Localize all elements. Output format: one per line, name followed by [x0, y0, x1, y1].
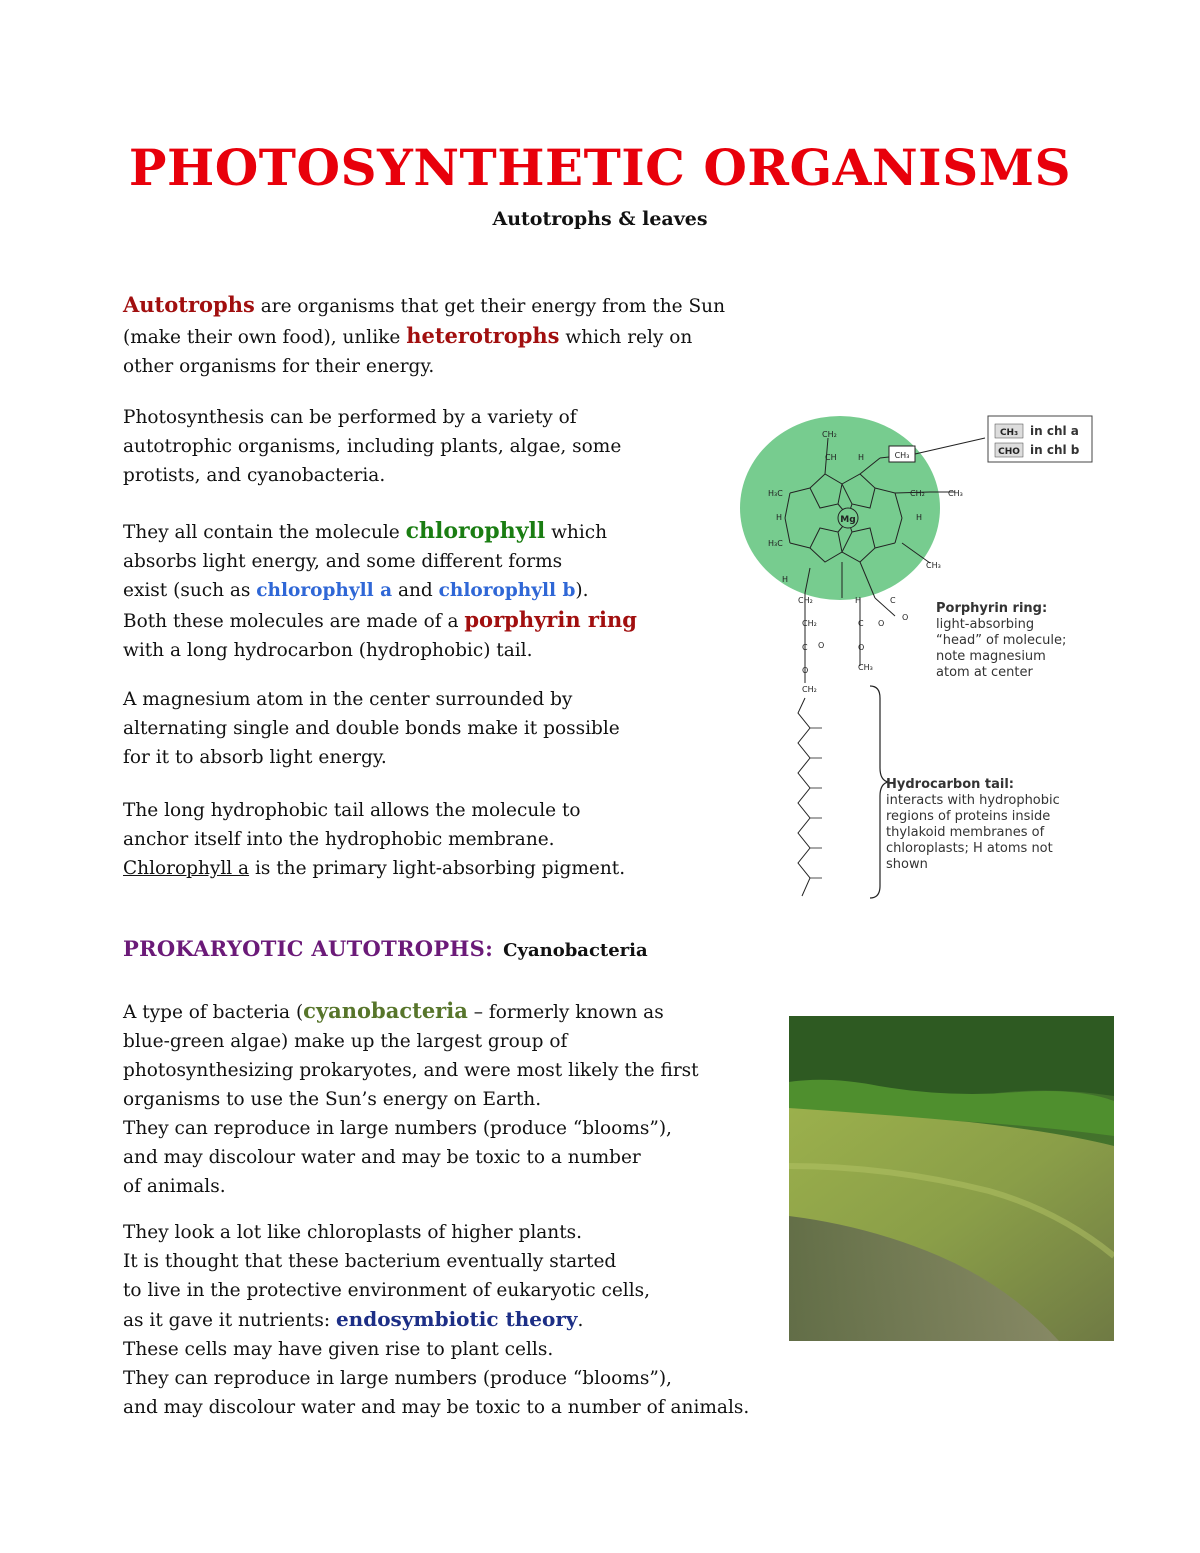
svg-text:H₃C: H₃C	[768, 539, 783, 548]
keyword-heterotrophs: heterotrophs	[406, 323, 560, 348]
keyword-chlorophyll-b: chlorophyll b	[438, 580, 576, 601]
chlorophyll-structure-diagram	[730, 408, 1110, 903]
svg-text:H: H	[858, 453, 865, 462]
svg-text:CH₃: CH₃	[858, 663, 873, 672]
svg-text:light-absorbing: light-absorbing	[936, 617, 1035, 632]
svg-text:CH₂: CH₂	[798, 596, 813, 605]
svg-text:note magnesium: note magnesium	[936, 649, 1046, 664]
svg-text:chloroplasts; H atoms not: chloroplasts; H atoms not	[886, 841, 1053, 856]
svg-text:shown: shown	[886, 857, 928, 872]
svg-text:C: C	[890, 596, 896, 605]
paragraph-cyanobacteria: A type of bacteria (cyanobacteria – formerly known as blue-green algae) make up the largest group of photosynthesizing prokaryotes, and were most likely the first organisms to use the Sun’s energy on Earth. They can reproduce in large numbers (produce “blooms”), and may discolour water and may be toxic to a number of animals.	[123, 998, 699, 1197]
svg-text:H: H	[916, 513, 923, 522]
keyword-chlorophyll-a: chlorophyll a	[256, 580, 393, 601]
legend-text-a: in chl a	[1030, 424, 1079, 438]
underlined-chlorophyll-a: Chlorophyll a	[123, 858, 250, 879]
svg-text:O: O	[878, 619, 885, 628]
tail-label	[886, 777, 1060, 872]
section-subtitle: Cyanobacteria	[503, 940, 648, 961]
svg-text:O: O	[902, 613, 909, 622]
legend-code-a: CH₃	[999, 428, 1019, 438]
svg-text:CH: CH	[825, 453, 837, 462]
svg-text:regions of proteins inside: regions of proteins inside	[886, 809, 1051, 824]
ch3-box-label: CH₃	[894, 451, 910, 460]
svg-text:H: H	[782, 575, 789, 584]
keyword-autotrophs: Autotrophs	[123, 292, 255, 317]
porphyrin-ring-highlight	[740, 416, 940, 600]
svg-text:CH₃: CH₃	[948, 489, 963, 498]
section-title: PROKARYOTIC AUTOTROPHS:	[123, 936, 494, 961]
svg-text:CH₂: CH₂	[802, 685, 817, 694]
legend-code-b: CHO	[998, 447, 1020, 457]
svg-text:atom at center: atom at center	[936, 665, 1033, 680]
keyword-cyanobacteria: cyanobacteria	[303, 998, 468, 1023]
svg-text:“head” of molecule;: “head” of molecule;	[936, 633, 1067, 648]
svg-text:O: O	[802, 666, 809, 675]
svg-text:O: O	[858, 643, 865, 652]
svg-text:interacts with hydrophobic: interacts with hydrophobic	[886, 793, 1060, 808]
keyword-porphyrin-ring: porphyrin ring	[464, 607, 637, 632]
svg-text:thylakoid membranes of: thylakoid membranes of	[886, 825, 1045, 840]
paragraph-autotrophs: Autotrophs are organisms that get their energy from the Sun (make their own food), unlike heterotrophs which rely on other organisms for their energy.	[123, 292, 726, 377]
keyword-endosymbiotic-theory: endosymbiotic theory	[335, 1307, 578, 1331]
porphyrin-label	[936, 601, 1066, 680]
svg-text:C: C	[858, 619, 864, 628]
svg-text:CH₂: CH₂	[802, 619, 817, 628]
svg-text:CH₂: CH₂	[822, 430, 837, 439]
legend-text-b: in chl b	[1030, 443, 1080, 457]
keyword-chlorophyll: chlorophyll	[405, 518, 546, 544]
svg-text:C: C	[802, 643, 808, 652]
mg-label: Mg	[840, 515, 856, 525]
svg-text:O: O	[818, 641, 825, 650]
page-subtitle: Autotrophs & leaves	[492, 208, 708, 230]
tail-branches	[810, 728, 822, 878]
paragraph-endosymbiosis: They look a lot like chloroplasts of higher plants. It is thought that these bacterium eventually started to live in the protective environment of eukaryotic cells, as it gave it nutrients: endosymbiotic theory. These cells may have given rise to plant cells. They can reproduce in large numbers (produce “blooms”), and may discolour water and may be toxic to a number of animals.	[123, 1222, 750, 1418]
hydrocarbon-tail	[798, 698, 810, 896]
svg-text:H₃C: H₃C	[768, 489, 783, 498]
paragraph-tail: The long hydrophobic tail allows the molecule to anchor itself into the hydrophobic membrane. Chlorophyll a is the primary light-absorbing pigment.	[123, 800, 626, 879]
paragraph-photosynthesis: Photosynthesis can be performed by a variety of autotrophic organisms, including plants, algae, some protists, and cyanobacteria.	[123, 407, 622, 486]
paragraph-chlorophyll: They all contain the molecule chlorophyll which absorbs light energy, and some different forms exist (such as chlorophyll a and chlorophyll b). Both these molecules are made of a porphyrin ring with a long hydrocarbon (hydrophobic) tail.	[123, 518, 637, 661]
svg-text:CH₂: CH₂	[910, 489, 925, 498]
page-title: PHOTOSYNTHETIC ORGANISMS	[128, 138, 1072, 197]
svg-text:Hydrocarbon tail:: Hydrocarbon tail:	[886, 777, 1015, 792]
paragraph-magnesium: A magnesium atom in the center surrounded by alternating single and double bonds make it possible for it to absorb light energy.	[123, 689, 620, 768]
section-heading	[123, 936, 648, 961]
algae-bloom-photo	[789, 1016, 1114, 1341]
svg-text:CH₃: CH₃	[926, 561, 941, 570]
svg-text:H: H	[855, 596, 862, 605]
svg-text:H: H	[776, 513, 783, 522]
svg-text:Porphyrin ring:: Porphyrin ring:	[936, 601, 1048, 616]
